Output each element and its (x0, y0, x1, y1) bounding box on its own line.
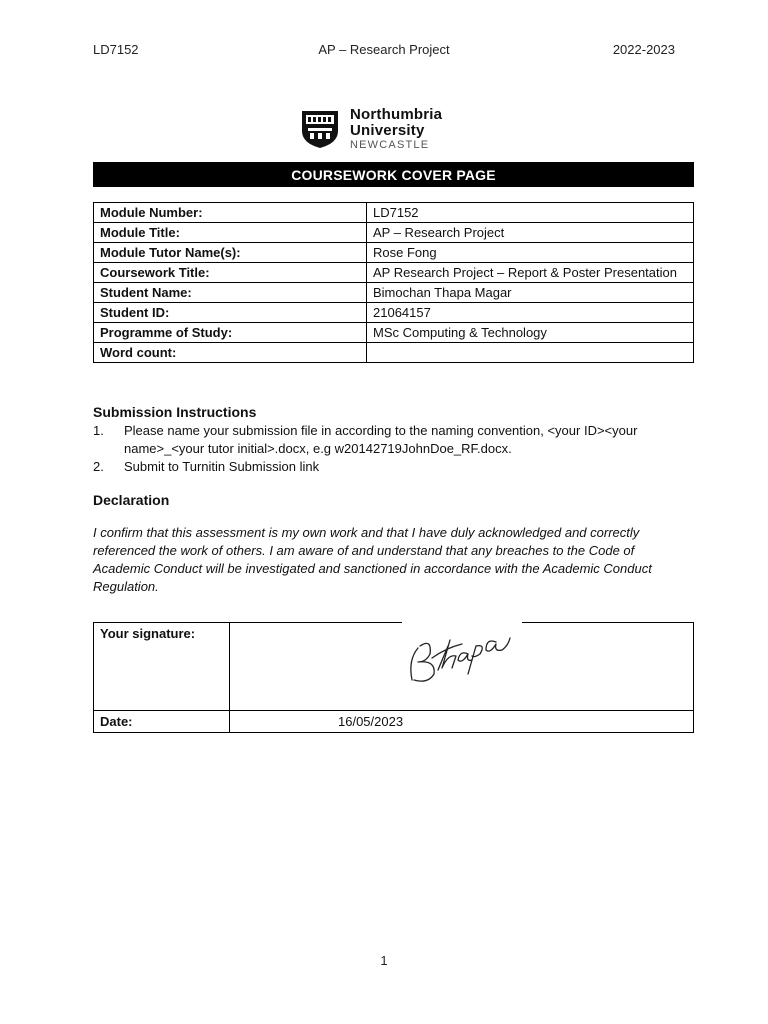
module-title-value: AP – Research Project (367, 223, 694, 243)
student-id-value: 21064157 (367, 303, 694, 323)
list-item (93, 458, 694, 476)
word-count-label: Word count: (94, 343, 367, 363)
table-row (94, 263, 694, 283)
logo-line-2: University (350, 122, 425, 139)
list-item-text: Please name your submission file in according to the naming convention, <your ID><your name>_<your tutor initial>.docx, e.g w20142719JohnDoe_RF.docx. (124, 423, 638, 456)
table-row (94, 283, 694, 303)
module-tutor-label: Module Tutor Name(s): (94, 243, 367, 263)
handwritten-signature (402, 618, 522, 694)
university-crest-icon (300, 109, 340, 149)
signature-label: Your signature: (94, 623, 230, 711)
list-item (93, 422, 694, 458)
programme-label: Programme of Study: (94, 323, 367, 343)
table-row (94, 223, 694, 243)
word-count-value (367, 343, 694, 363)
list-item-text: Submit to Turnitin Submission link (124, 459, 320, 474)
table-row (94, 343, 694, 363)
coursework-title-value: AP Research Project – Report & Poster Presentation (367, 263, 694, 283)
table-row (94, 323, 694, 343)
submission-instructions-heading: Submission Instructions (93, 404, 257, 420)
table-row (94, 203, 694, 223)
declaration-text: I confirm that this assessment is my own work and that I have duly acknowledged and correctly referenced the work of others. I am aware of and understand that any breaches to the Code of Academic Conduct will be investigated and sanctioned in accordance with the Academic Conduct Regulation. (93, 525, 652, 594)
page-number: 1 (380, 953, 388, 968)
header-academic-year: 2022-2023 (612, 42, 675, 57)
table-row (94, 303, 694, 323)
header-module-title: AP – Research Project (318, 42, 450, 57)
module-title-label: Module Title: (94, 223, 367, 243)
date-label: Date: (94, 711, 230, 733)
university-logo (300, 106, 442, 152)
table-row (94, 243, 694, 263)
student-id-label: Student ID: (94, 303, 367, 323)
coursework-title-label: Coursework Title: (94, 263, 367, 283)
list-item-number: 1. (93, 423, 104, 438)
module-number-value: LD7152 (367, 203, 694, 223)
module-tutor-value: Rose Fong (367, 243, 694, 263)
student-name-label: Student Name: (94, 283, 367, 303)
header-module-code: LD7152 (93, 42, 139, 57)
programme-value: MSc Computing & Technology (367, 323, 694, 343)
list-item-number: 2. (93, 459, 104, 474)
submission-instructions-list (93, 422, 694, 476)
logo-line-1: Northumbria (350, 106, 443, 123)
date-value: 16/05/2023 (230, 711, 694, 733)
student-name-value: Bimochan Thapa Magar (367, 283, 694, 303)
logo-line-3: NEWCASTLE (350, 139, 430, 151)
declaration-heading: Declaration (93, 492, 170, 508)
table-row (94, 623, 694, 711)
module-number-label: Module Number: (94, 203, 367, 223)
cover-page-title: COURSEWORK COVER PAGE (93, 162, 694, 187)
table-row (94, 711, 694, 733)
signature-table (93, 622, 694, 733)
module-details-table (93, 202, 694, 363)
